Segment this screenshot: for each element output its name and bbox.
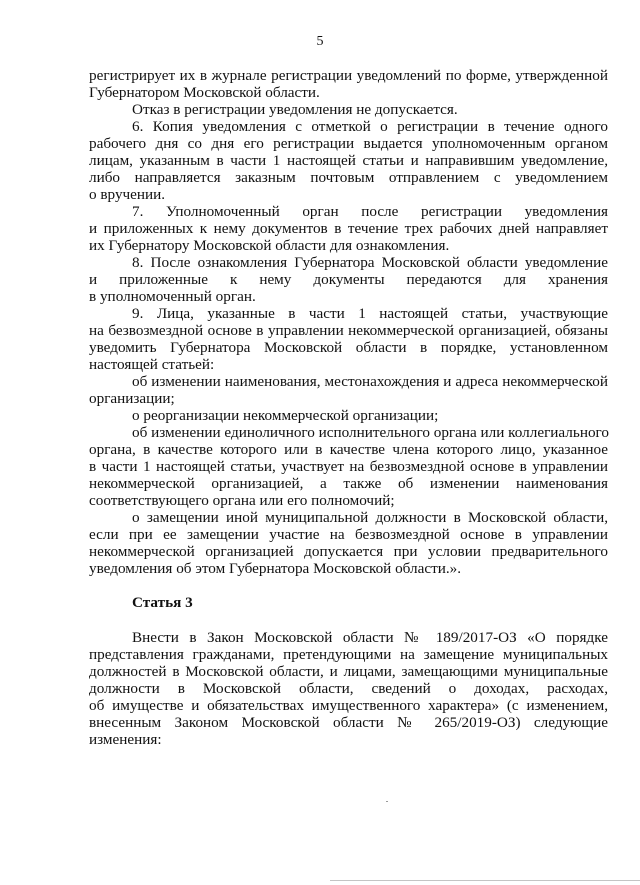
text-line: соответствующего органа или его полномочий;	[89, 492, 395, 509]
text-line: о замещении иной муниципальной должности в Московской области,	[132, 509, 608, 526]
scan-speck	[386, 801, 388, 802]
text-line: на безвозмездной основе в управлении некоммерческой организацией, обязаны	[89, 322, 608, 339]
section-heading: Статья 3	[132, 594, 193, 611]
text-line: 8. После ознакомления Губернатора Московской области уведомление	[132, 254, 608, 271]
text-line: в части 1 настоящей статьи, участвует на безвозмездной основе в управлении	[89, 458, 608, 475]
scan-edge	[330, 880, 640, 881]
text-line: 7. Уполномоченный орган после регистрации уведомления	[132, 203, 608, 220]
text-line: регистрирует их в журнале регистрации уведомлений по форме, утвержденной	[89, 67, 608, 84]
text-line: в уполномоченный орган.	[89, 288, 256, 305]
page-number: 5	[316, 34, 324, 49]
text-line: настоящей статьей:	[89, 356, 215, 373]
text-line: должности в Московской области, сведений о доходах, расходах,	[89, 680, 608, 697]
text-line: и приложенные к нему документы передаются для хранения	[89, 271, 608, 288]
text-line: некоммерческой организацией допускается при условии предварительного	[89, 543, 608, 560]
text-line: органа, в качестве которого или в качестве члена которого лицо, указанное	[89, 441, 608, 458]
text-line: об изменении единоличного исполнительного органа или коллегиального	[132, 424, 609, 441]
text-line: Губернатором Московской области.	[89, 84, 320, 101]
text-line: о вручении.	[89, 186, 166, 203]
text-line: о реорганизации некоммерческой организации;	[132, 407, 439, 424]
text-line: организации;	[89, 390, 175, 407]
text-line: 9. Лица, указанные в части 1 настоящей статьи, участвующие	[132, 305, 608, 322]
text-line: внесенным Законом Московской области № 265/2019-ОЗ) следующие	[89, 714, 608, 731]
text-line: Внести в Закон Московской области № 189/2017-ОЗ «О порядке	[132, 629, 608, 646]
text-line: изменения:	[89, 731, 162, 748]
text-line: Отказ в регистрации уведомления не допускается.	[132, 101, 458, 118]
text-line: представления гражданами, претендующими на замещение муниципальных	[89, 646, 608, 663]
text-line: либо направляется заказным почтовым отправлением с уведомлением	[89, 169, 608, 186]
text-line: 6. Копия уведомления с отметкой о регистрации в течение одного	[132, 118, 608, 135]
text-line: некоммерческой организацией, а также об изменении наименования	[89, 475, 608, 492]
text-line: об изменении наименования, местонахождения и адреса некоммерческой	[132, 373, 608, 390]
text-line: уведомить Губернатора Московской области в порядке, установленном	[89, 339, 608, 356]
text-line: должностей в Московской области, и лицами, замещающими муниципальные	[89, 663, 608, 680]
text-line: об имуществе и обязательствах имущественного характера» (с изменением,	[89, 697, 608, 714]
text-line: рабочего дня со дня его регистрации выдается уполномоченным органом	[89, 135, 608, 152]
text-line: если при ее замещении участие на безвозмездной основе в управлении	[89, 526, 608, 543]
text-line: и приложенных к нему документов в течение трех рабочих дней направляет	[89, 220, 608, 237]
text-line: лицам, указанным в части 1 настоящей статьи и направившим уведомление,	[89, 152, 608, 169]
text-line: уведомления об этом Губернатора Московской области.».	[89, 560, 462, 577]
text-line: их Губернатору Московской области для ознакомления.	[89, 237, 450, 254]
